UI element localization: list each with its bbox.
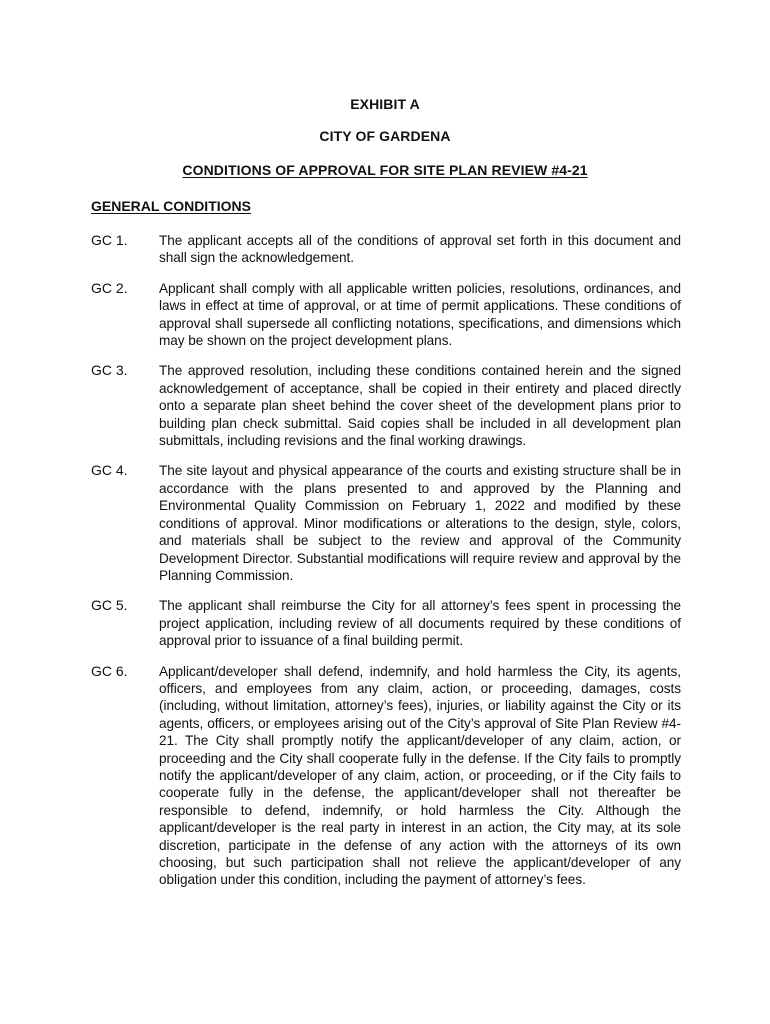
- condition-code: GC 6.: [91, 662, 128, 679]
- condition-code: GC 2.: [91, 279, 128, 296]
- exhibit-heading: EXHIBIT A: [350, 96, 420, 112]
- condition-item: [91, 597, 681, 649]
- condition-item: [91, 280, 681, 350]
- condition-text: The approved resolution, including these conditions contained herein and the signed acknowledgement of acceptance, shall be copied in their entirety and placed directly onto a separate plan sheet behind the cover sheet of the development plans prior to building plan check submittal. Said copies shall be included in all development plan submittals, including revisions and the final working drawings.: [159, 363, 681, 449]
- condition-text: The site layout and physical appearance of the courts and existing structure shall be in accordance with the plans presented to and approved by the Planning and Environmental Quality Commission on February 1, 2022 and modified by these conditions of approval. Minor modifications or alterations to the design, style, colors, and materials shall be subject to the review and approval of the Community Development Director. Substantial modifications will require review and approval by the Planning Commission.: [159, 463, 681, 583]
- condition-text: The applicant accepts all of the conditions of approval set forth in this document and shall sign the acknowledgement.: [159, 233, 681, 266]
- section-title: GENERAL CONDITIONS: [91, 198, 251, 214]
- condition-text: Applicant shall comply with all applicable written policies, resolutions, ordinances, and laws in effect at time of approval, or at time of permit applications. These conditions of approval shall supersede all conflicting notations, specifications, and dimensions which may be shown on the project development plans.: [159, 280, 681, 349]
- condition-item: [91, 362, 681, 449]
- condition-item: [91, 663, 681, 889]
- city-heading: CITY OF GARDENA: [319, 128, 451, 144]
- condition-code: GC 5.: [91, 597, 128, 614]
- condition-item: [91, 462, 681, 584]
- document-title: CONDITIONS OF APPROVAL FOR SITE PLAN REVIEW #4-21: [182, 162, 588, 178]
- condition-code: GC 3.: [91, 362, 128, 379]
- condition-text: Applicant/developer shall defend, indemnify, and hold harmless the City, its agents, officers, and employees from any claim, action, or proceeding, damages, costs (including, without limitation, attorney’s fees), injuries, or liability against the City or its agents, officers, or employees arising out of the City’s approval of Site Plan Review #4-21. The City shall promptly notify the applicant/developer of any claim, action, or proceeding and the City shall cooperate fully in the defense. If the City fails to promptly notify the applicant/developer of any claim, action, or proceeding, or if the City fails to cooperate fully in the defense, the applicant/developer shall not thereafter be responsible to defend, indemnify, or hold harmless the City. Although the applicant/developer is the real party in interest in an action, the City may, at its sole discretion, participate in the defense of any action with the attorneys of its own choosing, but such participation shall not relieve the applicant/developer of any obligation under this condition, including the payment of attorney’s fees.: [159, 663, 681, 888]
- condition-text: The applicant shall reimburse the City for all attorney’s fees spent in processing the project application, including review of all documents required by these conditions of approval prior to issuance of a final building permit.: [159, 598, 681, 649]
- condition-item: [91, 232, 681, 267]
- conditions-list: [91, 232, 681, 902]
- condition-code: GC 1.: [91, 232, 128, 248]
- condition-code: GC 4.: [91, 462, 128, 479]
